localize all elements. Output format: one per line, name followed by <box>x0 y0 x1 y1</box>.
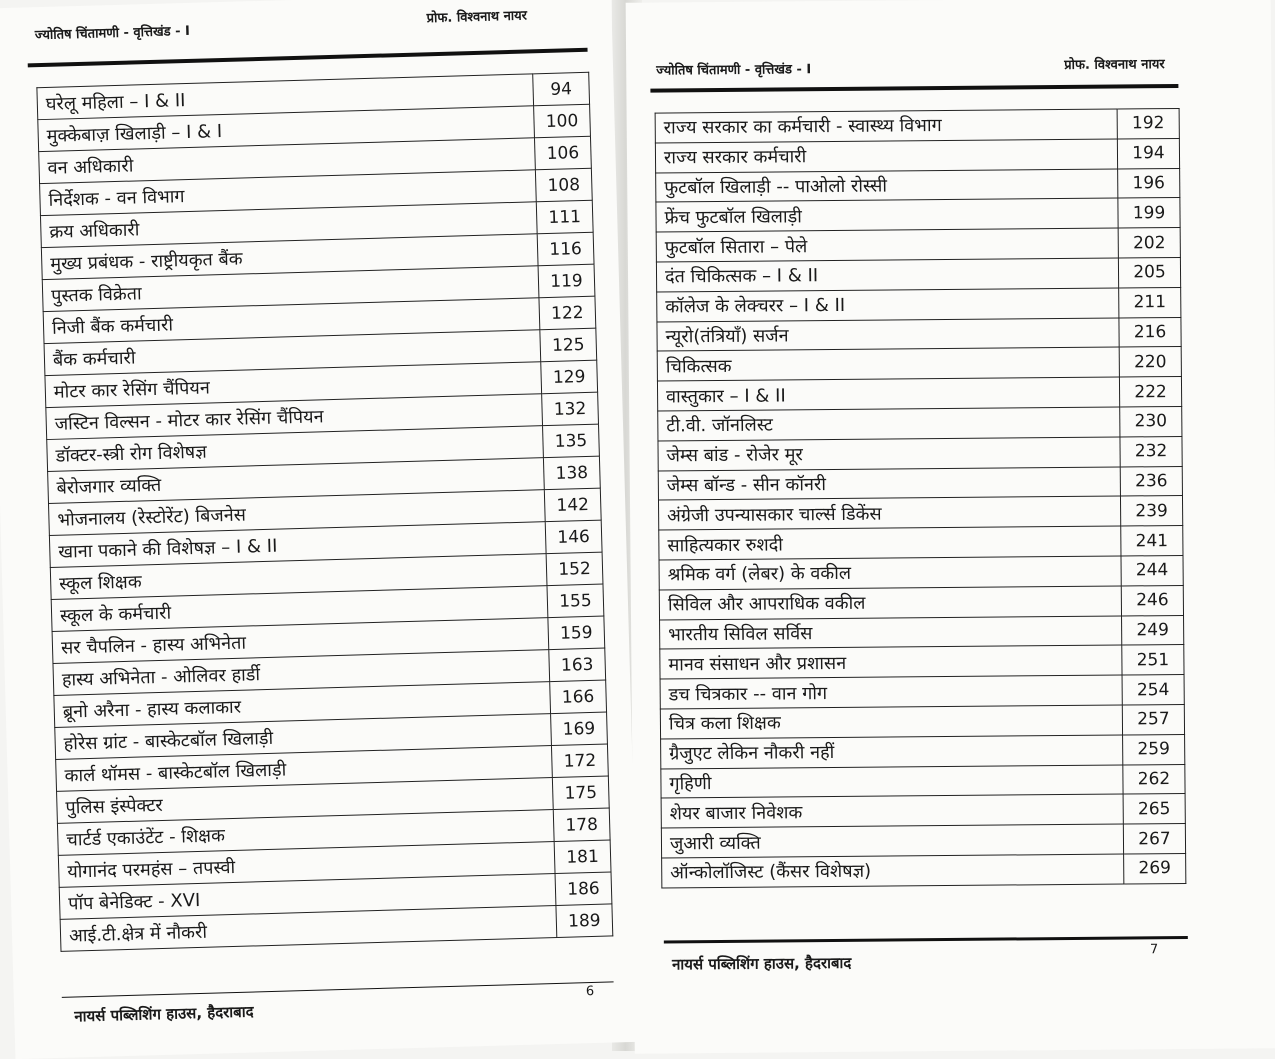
entry-page-number: 232 <box>1120 436 1182 466</box>
entry-page-number: 159 <box>548 616 605 650</box>
entry-page-number: 178 <box>553 808 610 842</box>
entry-page-number: 100 <box>534 104 591 138</box>
entry-page-number: 244 <box>1121 555 1183 585</box>
right-header-title: ज्योतिष चिंतामणी - वृत्तिखंड - I <box>656 62 812 79</box>
entry-title: आई.टी.क्षेत्र में नौकरी <box>60 906 557 952</box>
left-header-title: ज्योतिष चिंतामणी - वृत्तिखंड - I <box>34 23 191 44</box>
entry-page-number: 251 <box>1122 645 1184 675</box>
entry-page-number: 265 <box>1123 794 1185 824</box>
entry-title: जेम्स बांड - रोजेर मूर <box>658 437 1120 471</box>
contents-row <box>660 615 1184 649</box>
entry-title: चार्टर्ड एकाउंटेंट - शिक्षक <box>57 810 554 856</box>
entry-title: ऑन्कोलॉजिस्ट (कैंसर विशेषज्ञ) <box>662 854 1124 888</box>
entry-page-number: 199 <box>1118 198 1180 228</box>
entry-title: पुस्तक विक्रेता <box>42 266 539 312</box>
left-footer-rule <box>62 981 614 1000</box>
entry-title: वास्तुकार – I & II <box>657 377 1119 411</box>
entry-page-number: 169 <box>551 712 608 746</box>
entry-page-number: 106 <box>534 136 591 170</box>
entry-title: राज्य सरकार का कर्मचारी - स्वास्थ्य विभाग <box>655 109 1117 143</box>
entry-page-number: 202 <box>1118 228 1180 258</box>
contents-row <box>656 228 1180 262</box>
entry-title: स्कूल शिक्षक <box>50 554 547 600</box>
right-contents-table <box>655 108 1187 888</box>
entry-title: बेरोजगार व्यक्ति <box>48 458 545 504</box>
contents-row <box>655 138 1179 172</box>
entry-page-number: 152 <box>546 552 603 586</box>
entry-page-number: 155 <box>547 584 604 618</box>
entry-page-number: 236 <box>1120 466 1182 496</box>
entry-page-number: 181 <box>554 840 611 874</box>
entry-page-number: 254 <box>1122 675 1184 705</box>
entry-title: जुआरी व्यक्ति <box>661 824 1123 858</box>
entry-page-number: 246 <box>1121 585 1183 615</box>
contents-row <box>656 168 1180 202</box>
entry-title: भारतीय सिविल सर्विस <box>660 616 1122 650</box>
entry-title: स्कूल के कर्मचारी <box>51 586 548 632</box>
left-page-number: 6 <box>585 983 595 1000</box>
entry-page-number: 189 <box>556 904 613 938</box>
entry-title: योगानंद परमहंस – तपस्वी <box>58 842 555 888</box>
entry-page-number: 186 <box>555 872 612 906</box>
right-footer-rule <box>664 936 1188 944</box>
entry-title: सर चैपलिन - हास्य अभिनेता <box>52 618 549 664</box>
entry-title: बैंक कर्मचारी <box>44 330 541 376</box>
entry-page-number: 125 <box>540 328 597 362</box>
entry-title: खाना पकाने की विशेषज्ञ – I & II <box>49 522 546 568</box>
entry-title: चिकित्सक <box>657 347 1119 381</box>
entry-title: हास्य अभिनेता - ओलिवर हार्डी <box>53 650 550 696</box>
entry-page-number: 119 <box>538 264 595 298</box>
entry-title: निजी बैंक कर्मचारी <box>43 298 540 344</box>
entry-page-number: 94 <box>533 72 590 106</box>
entry-title: राज्य सरकार कर्मचारी <box>655 139 1117 173</box>
entry-title: होरेस ग्रांट - बास्केटबॉल खिलाड़ी <box>55 714 552 760</box>
entry-title: फ्रेंच फुटबॉल खिलाड़ी <box>656 198 1118 232</box>
entry-title: भोजनालय (रेस्टोरेंट) बिजनेस <box>49 490 546 536</box>
entry-page-number: 163 <box>549 648 606 682</box>
entry-page-number: 230 <box>1120 406 1182 436</box>
entry-title: जेम्स बॉन्ड - सीन कॉनरी <box>658 467 1120 501</box>
entry-title: क्रय अधिकारी <box>40 202 537 248</box>
entry-page-number: 129 <box>541 360 598 394</box>
entry-page-number: 259 <box>1123 734 1185 764</box>
contents-row <box>657 317 1181 351</box>
entry-page-number: 138 <box>543 456 600 490</box>
entry-title: मुक्केबाज़ खिलाड़ी – I & I <box>38 106 535 152</box>
entry-title: फुटबॉल सितारा – पेले <box>656 228 1118 262</box>
right-header-author: प्रोफ. विश्वनाथ नायर <box>1064 57 1165 73</box>
contents-row <box>661 734 1185 768</box>
entry-title: जस्टिन विल्सन - मोटर कार रेसिंग चैंपियन <box>46 394 543 440</box>
entry-page-number: 222 <box>1119 377 1181 407</box>
entry-title: ग्रैजुएट लेकिन नौकरी नहीं <box>661 735 1123 769</box>
entry-page-number: 146 <box>545 520 602 554</box>
entry-page-number: 216 <box>1119 317 1181 347</box>
contents-row <box>662 853 1186 887</box>
entry-page-number: 135 <box>543 424 600 458</box>
contents-row <box>658 436 1182 470</box>
contents-row <box>656 257 1180 291</box>
entry-page-number: 257 <box>1122 704 1184 734</box>
contents-row <box>657 377 1181 411</box>
contents-row <box>661 824 1185 858</box>
contents-row <box>660 704 1184 738</box>
left-contents-table <box>36 72 613 952</box>
entry-page-number: 239 <box>1120 496 1182 526</box>
right-header-rule <box>650 84 1178 93</box>
contents-row <box>656 198 1180 232</box>
entry-page-number: 196 <box>1118 168 1180 198</box>
entry-page-number: 122 <box>539 296 596 330</box>
contents-row <box>657 347 1181 381</box>
entry-title: पॉप बेनेडिक्ट - XVI <box>59 874 556 920</box>
contents-row <box>658 496 1182 530</box>
entry-title: मोटर कार रेसिंग चैंपियन <box>45 362 542 408</box>
entry-title: डच चित्रकार -- वान गोग <box>660 675 1122 709</box>
right-footer-publisher: नायर्स पब्लिशिंग हाउस, हैदराबाद <box>671 953 852 974</box>
entry-page-number: 175 <box>552 776 609 810</box>
contents-row <box>659 526 1183 560</box>
entry-page-number: 132 <box>542 392 599 426</box>
contents-row <box>661 794 1185 828</box>
entry-page-number: 111 <box>536 200 593 234</box>
entry-title: घरेलू महिला – I & II <box>37 74 534 120</box>
entry-page-number: 249 <box>1122 615 1184 645</box>
entry-page-number: 192 <box>1117 108 1179 138</box>
contents-row <box>659 555 1183 589</box>
entry-page-number: 220 <box>1119 347 1181 377</box>
entry-title: शेयर बाजार निवेशक <box>661 794 1123 828</box>
entry-page-number: 262 <box>1123 764 1185 794</box>
contents-row <box>660 675 1184 709</box>
entry-title: अंग्रेजी उपन्यासकार चार्ल्स डिकेंस <box>658 496 1120 530</box>
entry-page-number: 108 <box>535 168 592 202</box>
entry-title: दंत चिकित्सक – I & II <box>656 258 1118 292</box>
entry-title: चित्र कला शिक्षक <box>660 705 1122 739</box>
entry-page-number: 166 <box>550 680 607 714</box>
entry-title: साहित्यकार रुशदी <box>659 526 1121 560</box>
entry-title: गृहिणी <box>661 765 1123 799</box>
entry-title: डॉक्टर-स्त्री रोग विशेषज्ञ <box>47 426 544 472</box>
entry-title: मानव संसाधन और प्रशासन <box>660 645 1122 679</box>
contents-row <box>657 287 1181 321</box>
entry-page-number: 267 <box>1123 824 1185 854</box>
contents-row <box>655 108 1179 142</box>
contents-row <box>659 585 1183 619</box>
contents-row <box>661 764 1185 798</box>
entry-page-number: 116 <box>537 232 594 266</box>
left-footer-publisher: नायर्स पब्लिशिंग हाउस, हैदराबाद <box>74 1002 254 1026</box>
entry-title: वन अधिकारी <box>39 138 536 184</box>
entry-title: श्रमिक वर्ग (लेबर) के वकील <box>659 556 1121 590</box>
entry-page-number: 194 <box>1117 138 1179 168</box>
entry-title: कॉलेज के लेक्चरर – I & II <box>657 288 1119 322</box>
right-page <box>626 0 1275 1054</box>
entry-title: टी.वी. जॉनलिस्ट <box>658 407 1120 441</box>
entry-page-number: 241 <box>1121 526 1183 556</box>
left-header-author: प्रोफ. विश्वनाथ नायर <box>426 8 528 27</box>
entry-page-number: 205 <box>1118 257 1180 287</box>
entry-title: कार्ल थॉमस - बास्केटबॉल खिलाड़ी <box>56 746 553 792</box>
entry-title: निर्देशक - वन विभाग <box>40 170 537 216</box>
entry-title: ब्रूनो अरैना - हास्य कलाकार <box>54 682 551 728</box>
entry-page-number: 142 <box>544 488 601 522</box>
entry-page-number: 172 <box>551 744 608 778</box>
entry-title: न्यूरो(तंत्रियाँ) सर्जन <box>657 318 1119 352</box>
entry-title: सिविल और आपराधिक वकील <box>659 586 1121 620</box>
contents-row <box>660 645 1184 679</box>
contents-row <box>658 406 1182 440</box>
contents-row <box>658 466 1182 500</box>
entry-page-number: 269 <box>1124 853 1186 883</box>
entry-title: फुटबॉल खिलाड़ी -- पाओलो रोस्सी <box>656 169 1118 203</box>
entry-title: मुख्य प्रबंधक - राष्ट्रीयकृत बैंक <box>41 234 538 280</box>
right-page-number: 7 <box>1149 942 1159 958</box>
entry-title: पुलिस इंस्पेक्टर <box>57 778 554 824</box>
entry-page-number: 211 <box>1119 287 1181 317</box>
left-header-rule <box>28 48 588 68</box>
